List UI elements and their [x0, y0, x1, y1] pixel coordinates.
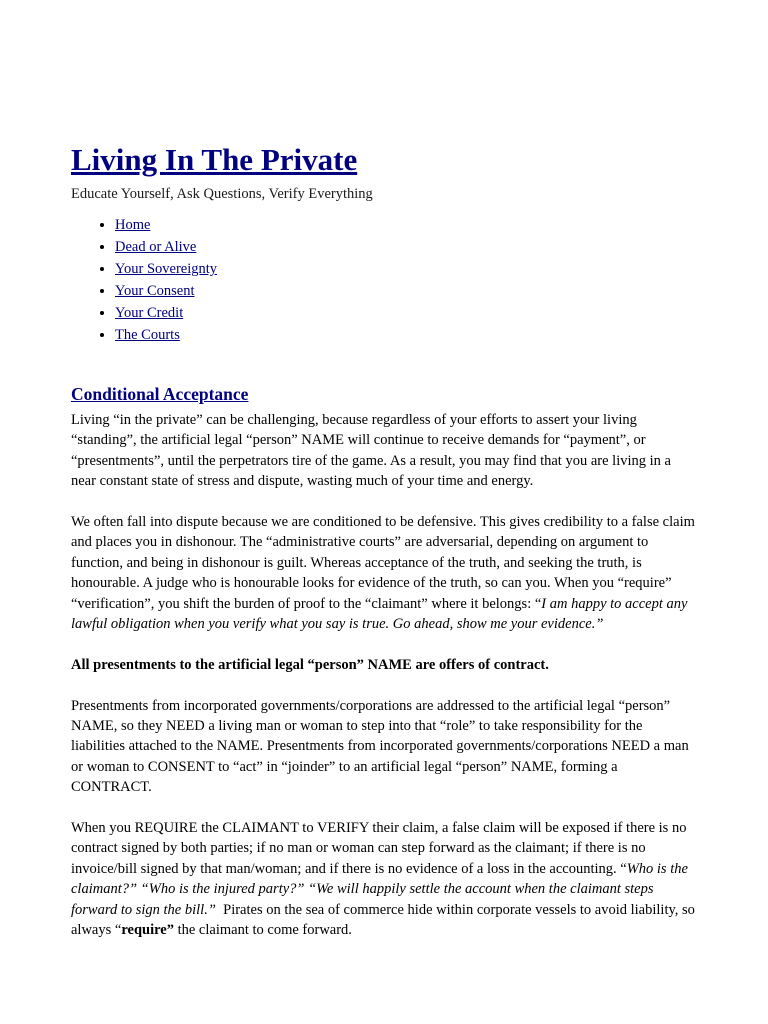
- nav-item-your-consent: [115, 280, 701, 302]
- paragraph-2-quote: I am happy to accept any lawful obligation when you verify what you say is true. Go ahead, show me your evidence.”: [71, 595, 688, 633]
- article-title-link[interactable]: Conditional Acceptance: [71, 384, 249, 404]
- nav-link-your-consent[interactable]: Your Consent: [115, 283, 195, 299]
- article: [71, 381, 699, 961]
- nav-item-the-courts: [115, 324, 701, 346]
- article-paragraph-3: [71, 655, 699, 675]
- main-navigation: [71, 214, 701, 346]
- nav-link-dead-or-alive[interactable]: Dead or Alive: [115, 239, 197, 255]
- nav-link-your-credit[interactable]: Your Credit: [115, 305, 184, 321]
- site-title: [71, 140, 701, 180]
- article-paragraph-4: Presentments from incorporated governments/corporations are addressed to the artificial legal “person” NAME, so they NEED a living man or woman to step into that “role” to take responsibility for the liabilities attached to the NAME. Presentments from incorporated governments/corporations NEED a man or woman to CONSENT to “act” in “joinder” to an artificial legal “person” NAME, forming a CONTRACT.: [71, 697, 689, 796]
- nav-link-the-courts[interactable]: The Courts: [115, 327, 180, 343]
- site-header: [71, 140, 701, 346]
- nav-item-dead-or-alive: [115, 236, 701, 258]
- article-title: [71, 381, 699, 407]
- paragraph-5-text-after: Pirates on the sea of commerce hide within corporate vessels to avoid liability, so always “: [71, 901, 699, 939]
- nav-item-your-credit: [115, 302, 701, 324]
- paragraph-3-bold-statement: All presentments to the artificial legal “person” NAME are offers of contract.: [71, 656, 549, 673]
- nav-list: [71, 214, 701, 346]
- nav-link-your-sovereignty[interactable]: Your Sovereignty: [115, 261, 218, 277]
- article-paragraph-1: Living “in the private” can be challenging, because regardless of your efforts to assert your living “standing”, the artificial legal “person” NAME will continue to receive demands for “payment”, or “presentments”, until the perpetrators tire of the game. As a result, you may find that you are living in a near constant state of stress and dispute, wasting much of your time and energy.: [71, 412, 671, 490]
- nav-item-your-sovereignty: [115, 258, 701, 280]
- article-paragraph-5: [71, 818, 699, 940]
- paragraph-5-require: require”: [121, 922, 174, 939]
- nav-item-home: [115, 214, 701, 236]
- site-tagline: Educate Yourself, Ask Questions, Verify Everything: [71, 186, 373, 202]
- paragraph-5-text: When you REQUIRE the CLAIMANT to VERIFY their claim, a false claim will be exposed if there is no contract signed by both parties; if no man or woman can step forward as the claimant; if there is no invoice/bill signed by that man/woman; and if there is no evidence of a loss in the accounting. “: [71, 820, 687, 877]
- paragraph-5-quote: Who is the claimant?” “Who is the injured party?” “We will happily settle the account when the claimant steps forward to sign the bill.”: [71, 860, 688, 918]
- nav-link-home[interactable]: Home: [115, 217, 151, 233]
- site-title-link[interactable]: Living In The Private: [71, 142, 358, 177]
- article-paragraph-2: [71, 512, 699, 634]
- paragraph-5-end: the claimant to come forward.: [173, 922, 352, 939]
- paragraph-2-text: We often fall into dispute because we are conditioned to be defensive. This gives credibility to a false claim and places you in dishonour. The “administrative courts” are adversarial, depending on argument to function, and being in dishonour is guilt. Whereas acceptance of the truth, and seeking the truth, is honourable. A judge who is honourable looks for evidence of the truth, so can you. When you “require” “verification”, you shift the burden of proof to the “claimant” where it belongs: “: [71, 514, 695, 612]
